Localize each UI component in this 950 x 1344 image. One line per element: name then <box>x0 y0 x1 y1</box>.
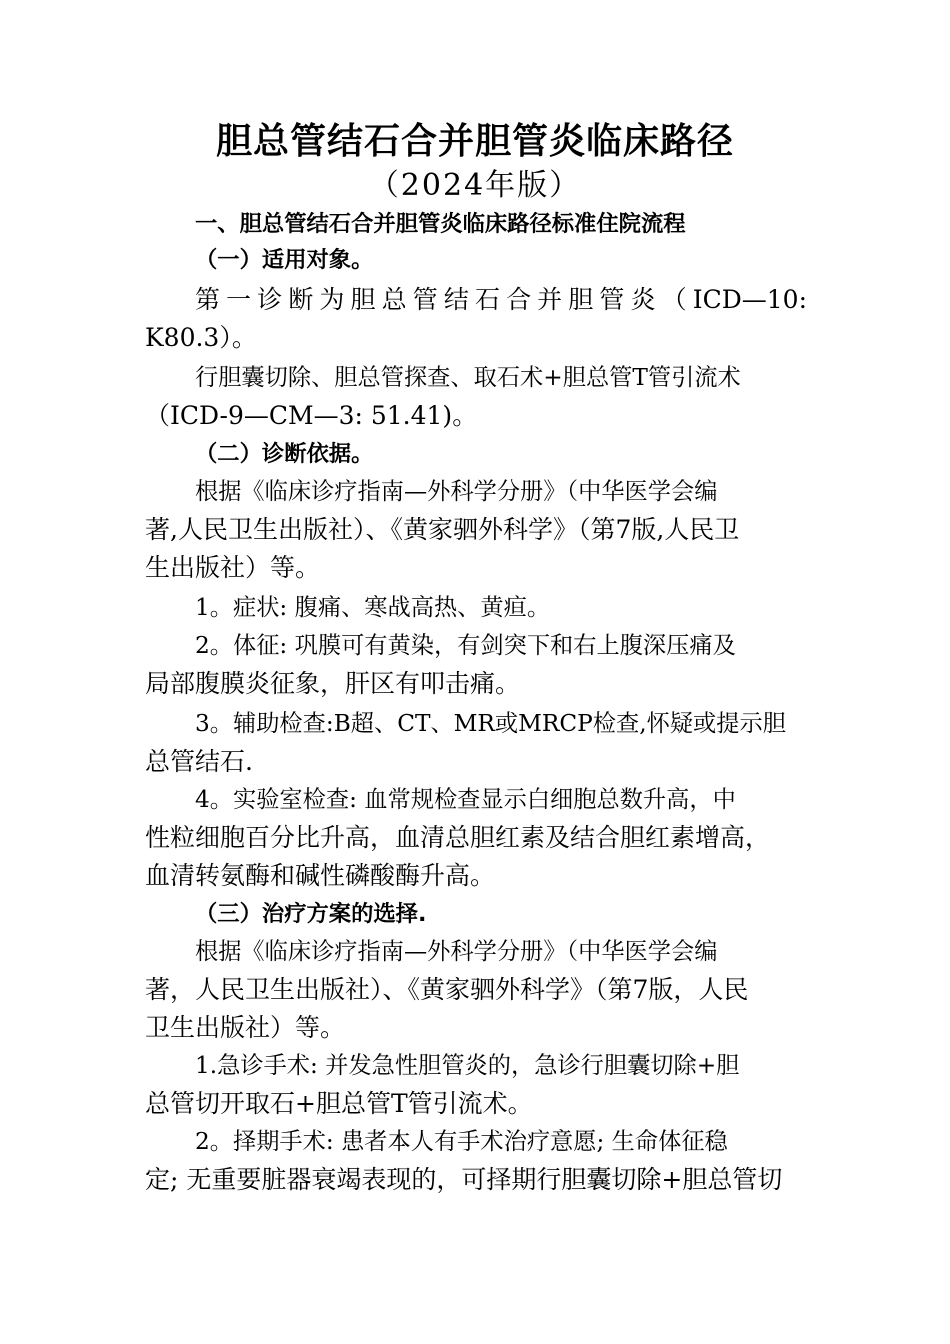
paragraph-line: 根据《临床诊疗指南—外科学分册》（中华医学会编 <box>195 478 718 505</box>
paragraph-line: 生出版社）等。 <box>145 553 321 582</box>
paragraph-line: 2。择期手术: 患者本人有手术治疗意愿; 生命体征稳 <box>195 1128 728 1155</box>
paragraph-line: 卫生出版社）等。 <box>145 1013 346 1042</box>
paragraph-line: 行胆囊切除、胆总管探查、取石术+胆总管T管引流术 <box>195 364 741 391</box>
paragraph-line: 根据《临床诊疗指南—外科学分册》（中华医学会编 <box>195 938 718 965</box>
paragraph-line: 1。症状: 腹痛、寒战高热、黄疸。 <box>195 594 551 621</box>
paragraph-line: 著,人民卫生出版社）、《黄家驷外科学》（第7版,人民卫 <box>145 515 740 544</box>
subsection-heading-scope: （一）适用对象。 <box>195 247 374 273</box>
paragraph-line: 总管切开取石+胆总管T管引流术。 <box>145 1089 533 1118</box>
subsection-heading-treatment: （三）治疗方案的选择. <box>195 901 427 927</box>
paragraph-line: 2。体征: 巩膜可有黄染，有剑突下和右上腹深压痛及 <box>195 632 736 659</box>
paragraph-line: 血清转氨酶和碱性磷酸酶升高。 <box>145 861 496 890</box>
document-title: 胆总管结石合并胆管炎临床路径 <box>215 121 734 162</box>
paragraph-line: 4。实验室检查: 血常规检查显示白细胞总数升高，中 <box>195 786 736 813</box>
paragraph-line: 总管结石. <box>145 747 253 776</box>
paragraph-line: 定; 无重要脏器衰竭表现的，可择期行胆囊切除+胆总管切 <box>145 1165 783 1194</box>
paragraph-line: 第一诊断为胆总管结石合并胆管炎（ICD—10: <box>195 285 807 314</box>
subsection-heading-diagnosis: （二）诊断依据。 <box>195 441 374 467</box>
paragraph-line: 3。辅助检查:B超、CT、MR或MRCP检查,怀疑或提示胆 <box>195 710 786 737</box>
paragraph-line: 1.急诊手术: 并发急性胆管炎的，急诊行胆囊切除+胆 <box>195 1052 740 1079</box>
paragraph-line: 著，人民卫生出版社）、《黄家驷外科学》（第7版，人民 <box>145 975 749 1004</box>
paragraph-line: 性粒细胞百分比升高，血清总胆红素及结合胆红素增高， <box>145 823 771 852</box>
paragraph-line: 局部腹膜炎征象，肝区有叩击痛。 <box>145 669 521 698</box>
section-heading-1: 一、胆总管结石合并胆管炎临床路径标准住院流程 <box>195 211 686 237</box>
paragraph-line: （ICD-9—CM—3: 51.41)。 <box>145 401 478 430</box>
document-subtitle: （2024年版） <box>368 168 582 203</box>
paragraph-line: K80.3）。 <box>145 323 257 352</box>
